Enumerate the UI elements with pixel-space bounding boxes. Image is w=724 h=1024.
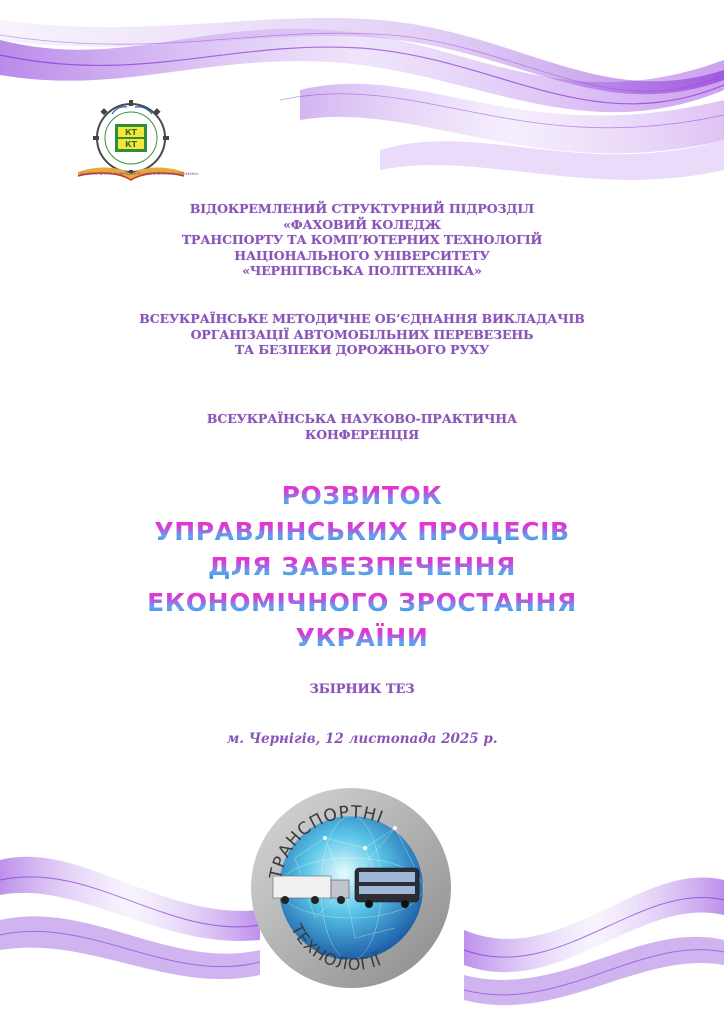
- title-line-4: ЕКОНОМІЧНОГО ЗРОСТАННЯ: [0, 585, 724, 621]
- title-line-5: УКРАЇНИ: [0, 620, 724, 656]
- emblem-bottom-text: ТЕХНОЛОГІЇ: [287, 920, 385, 974]
- bus-icon: [355, 868, 419, 908]
- transport-technologies-emblem: [245, 768, 457, 1000]
- place-date: м. Чернігів, 12 листопада 2025 р.: [226, 731, 498, 747]
- logo-caption: НАЦІОНАЛЬНОГО УНІВЕРСИТЕТУ «ЧЕРНІГІВСЬКА ПОЛІТЕХНІКА»: [80, 172, 199, 176]
- svg-text:КТ: КТ: [125, 128, 137, 137]
- association-line-1: ВСЕУКРАЇНСЬКЕ МЕТОДИЧНЕ ОБ’ЄДНАННЯ ВИКЛАДАЧІВ: [139, 311, 585, 326]
- institution-line-2: «ФАХОВИЙ КОЛЕДЖ: [283, 216, 441, 232]
- association-line-3: ТА БЕЗПЕКИ ДОРОЖНЬОГО РУХУ: [234, 342, 490, 358]
- institution-line-1: ВІДОКРЕМЛЕНИЙ СТРУКТУРНИЙ ПІДРОЗДІЛ: [189, 201, 535, 216]
- association-name: [0, 311, 724, 358]
- conference-type: [0, 411, 724, 442]
- conference-line-1: ВСЕУКРАЇНСЬКА НАУКОВО-ПРАКТИЧНА: [206, 411, 518, 426]
- institution-name: [0, 201, 724, 279]
- title-line-2: УПРАВЛІНСЬКИХ ПРОЦЕСІВ: [0, 514, 724, 550]
- association-line-2: ОРГАНІЗАЦІЇ АВТОМОБІЛЬНИХ ПЕРЕВЕЗЕНЬ: [190, 326, 534, 342]
- title-line-1: РОЗВИТОК: [0, 478, 724, 514]
- title-line-3: ДЛЯ ЗАБЕЗПЕЧЕННЯ: [0, 549, 724, 585]
- institution-line-4: НАЦІОНАЛЬНОГО УНІВЕРСИТЕТУ: [234, 247, 490, 263]
- institution-line-3: ТРАНСПОРТУ ТА КОМП’ЮТЕРНИХ ТЕХНОЛОГІЙ: [181, 232, 543, 248]
- emblem-top-text: ТРАНСПОРТНІ: [266, 802, 387, 882]
- institution-line-5: «ЧЕРНІГІВСЬКА ПОЛІТЕХНІКА»: [242, 263, 482, 279]
- collection-label: ЗБІРНИК ТЕЗ: [309, 682, 415, 697]
- svg-text:КТ: КТ: [125, 140, 137, 149]
- main-title: [0, 478, 724, 656]
- conference-line-2: КОНФЕРЕНЦІЯ: [304, 426, 420, 442]
